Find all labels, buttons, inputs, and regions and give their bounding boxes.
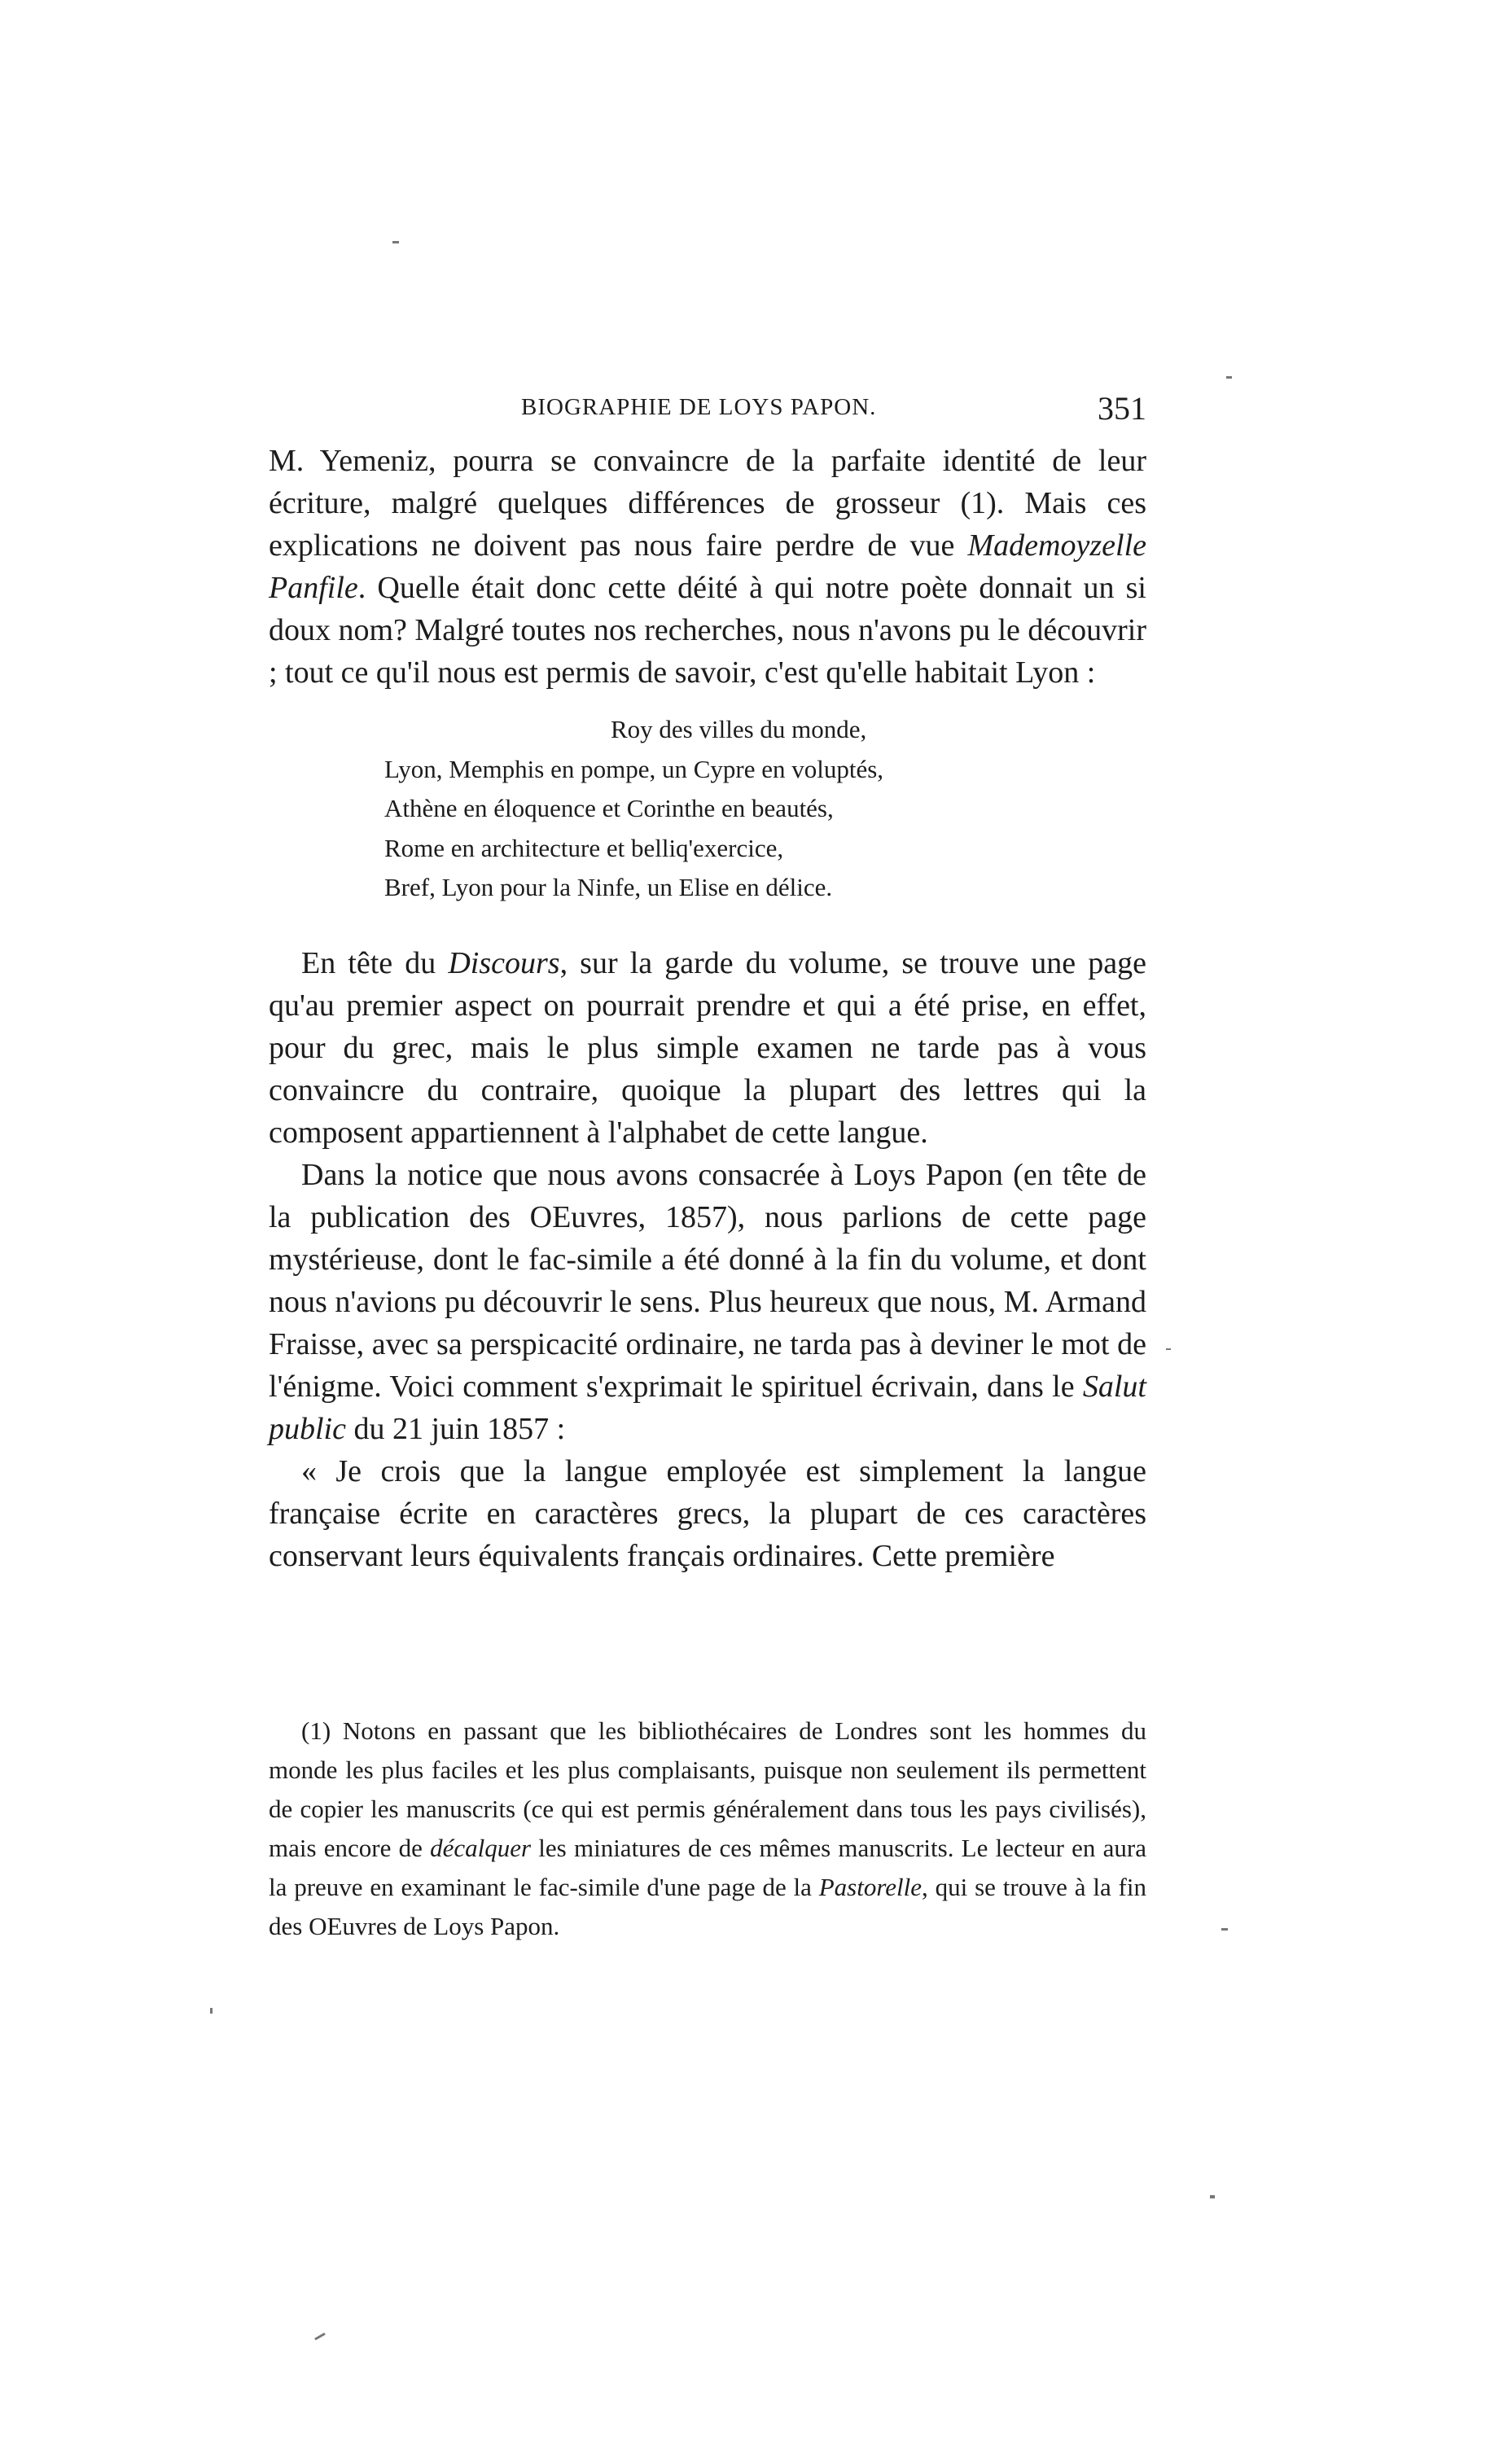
paragraph-3-text-a: Dans la notice que nous avons consacrée à Loys Papon (en tête de la publication des OEuvres, 1857), nous parlions de cette page mystérieuse, dont le fac-simile a été donné à la fin du volume, et dont nous n'avions pu découvrir le sens. Plus heureux que nous, M. Armand Fraisse, avec sa perspicacité ordinaire, ne tarda pas à deviner le mot de l'énigme. Voici comment s'exprimait le spirituel écrivain, dans le xyxy=(269,1157,1146,1404)
main-text xyxy=(269,440,1146,1577)
poem-verse: Roy des villes du monde, xyxy=(611,715,867,743)
footnote-text-c: , qui se trouve à la fin des OEuvres de Loys Papon. xyxy=(269,1873,1146,1940)
running-title: BIOGRAPHIE DE LOYS PAPON. xyxy=(521,394,877,420)
speck xyxy=(1226,376,1232,379)
poem-verse: Athène en éloquence et Corinthe en beautés, xyxy=(384,794,834,822)
paragraph-1-text-c: . Quelle était donc cette déité à qui notre poète donnait un si doux nom? Malgré toutes nos recherches, nous n'avons pu le découvrir ; tout ce qu'il nous est permis de savoir, c'est qu'elle habitait Lyon : xyxy=(269,571,1146,690)
footnote-reference: (1) xyxy=(960,486,997,520)
paragraph-2 xyxy=(269,942,1146,1154)
footnote-italic-a: décalquer xyxy=(430,1834,532,1862)
poem-verse: Rome en architecture et belliq'exercice, xyxy=(384,833,784,862)
paragraph-3 xyxy=(269,1154,1146,1450)
speck xyxy=(1166,1348,1171,1350)
speck xyxy=(210,2008,213,2014)
footnote xyxy=(269,1712,1146,1946)
paragraph-1-italic: Mademoyzelle Panfile xyxy=(269,528,1146,605)
poem-verse: Bref, Lyon pour la Ninfe, un Elise en délice. xyxy=(384,873,833,901)
page-header xyxy=(269,390,1146,435)
paragraph-2-text-a: En tête du xyxy=(301,945,449,980)
paragraph-2-text-b: , sur la garde du volume, se trouve une page qu'au premier aspect on pourrait prendre et qui a été prise, en effet, pour du grec, mais le plus simple examen ne tarde pas à vous convaincre du contraire, quoique la plupart des lettres qui la composent appartiennent à l'alphabet de cette langue. xyxy=(269,945,1146,1150)
speck xyxy=(392,241,399,243)
paragraph-4-text: « Je crois que la langue employée est simplement la langue française écrite en caractères grecs, la plupart de ces caractères conservant leurs équivalents français ordinaires. Cette première xyxy=(269,1453,1146,1573)
paragraph-1 xyxy=(269,440,1146,694)
paragraph-3-text-b: du 21 juin 1857 : xyxy=(345,1411,566,1446)
footnote-1 xyxy=(269,1712,1146,1946)
quoted-poem xyxy=(269,710,1146,908)
footnote-text-a: (1) Notons en passant que les bibliothécaires de Londres sont les hommes du monde les plus faciles et les plus complaisants, puisque non seulement ils permettent de copier les manuscrits (ce qui est permis généralement dans tous les pays civilisés), mais encore de xyxy=(269,1716,1146,1862)
poem-verse: Lyon, Memphis en pompe, un Cypre en voluptés, xyxy=(384,754,884,783)
paragraph-2-italic: Discours xyxy=(448,945,560,980)
speck xyxy=(314,2333,326,2341)
page-number: 351 xyxy=(1098,390,1146,427)
footnote-italic-b: Pastorelle xyxy=(818,1873,923,1901)
paragraph-3-italic: Salut public xyxy=(269,1369,1146,1446)
paragraph-1-text-b: . Mais ces explications ne doivent pas nous faire perdre de vue xyxy=(269,486,1146,563)
paragraph-1-text-a: M. Yemeniz, pourra se convaincre de la parfaite identité de leur écriture, malgré quelques différences de grosseur xyxy=(269,444,1146,520)
footnote-text-b: les miniatures de ces mêmes manuscrits. Le lecteur en aura la preuve en examinant le fac-simile d'une page de la xyxy=(269,1834,1146,1901)
speck xyxy=(1210,2195,1215,2198)
speck xyxy=(1221,1928,1228,1931)
paragraph-4 xyxy=(269,1450,1146,1577)
